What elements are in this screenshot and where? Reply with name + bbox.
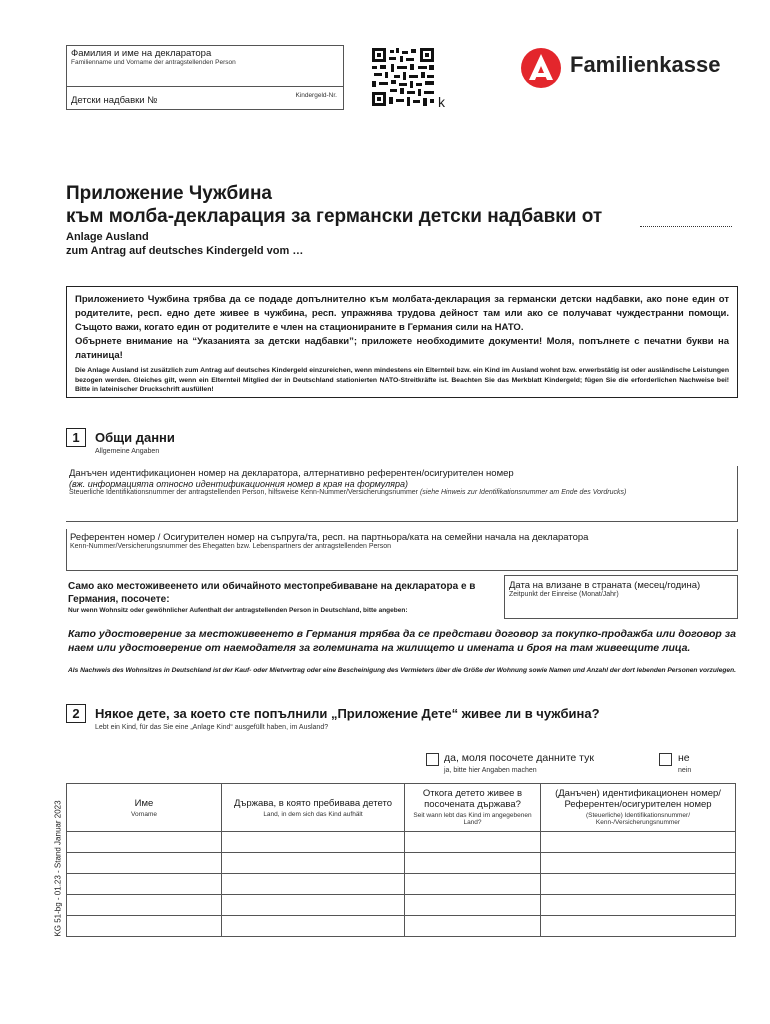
kindergeld-number-label: Детски надбавки №: [71, 95, 158, 106]
yes-label: да, моля посочете данните тук: [444, 752, 594, 764]
col-header-name: Име Vorname: [67, 784, 222, 832]
tax-id-field[interactable]: [66, 466, 738, 522]
spouse-id-sub: Kenn-Nummer/Versicherungsnummer des Ehegatten bzw. Lebenspartners der antragstellenden Person: [70, 543, 392, 550]
entry-date-sub: Zeitpunkt der Einreise (Monat/Jahr): [509, 591, 619, 598]
page-subtitle-de: zum Antrag auf deutsches Kindergeld vom …: [66, 245, 304, 257]
section-2-title-de: Lebt ein Kind, für das Sie eine „Anlage Kind“ ausgefüllt haben, im Ausland?: [95, 724, 329, 731]
table-row: [67, 832, 736, 853]
section-2-number: 2: [66, 704, 86, 723]
declarant-name-sub: Familienname und Vorname der antragstellenden Person: [71, 59, 236, 66]
page-title: Приложение Чужбина: [66, 183, 272, 204]
cell-id[interactable]: [541, 895, 736, 916]
no-sub: nein: [678, 767, 692, 774]
section-1-title-de: Allgemeine Angaben: [95, 448, 160, 455]
no-checkbox[interactable]: [659, 753, 672, 766]
cell-id[interactable]: [541, 916, 736, 937]
yes-sub: ja, bitte hier Angaben machen: [444, 767, 537, 774]
cell-country[interactable]: [222, 832, 405, 853]
cell-country[interactable]: [222, 895, 405, 916]
cell-id[interactable]: [541, 874, 736, 895]
application-date-field[interactable]: [640, 226, 732, 227]
residence-proof-de: Als Nachweis des Wohnsitzes in Deutschland ist der Kauf- oder Mietvertrag oder eine Bescheinigung des Vermieters über die Größe der Wohnung sowie Namen und Anzahl der dort lebenden Personen vorzulegen.: [68, 667, 736, 674]
kindergeld-number-field[interactable]: [66, 87, 344, 110]
entry-date-field[interactable]: [504, 575, 738, 619]
cell-name[interactable]: [67, 895, 222, 916]
residence-label: Само ако местоживеенето или обичайното местопребиваване на декларатора е в Германия, посочете:: [68, 581, 476, 605]
notice-text-bg-2: Обърнете внимание на “Указанията за детски надбавки”; приложете необходимите документи! Моля, попълнете с печатни букви на латиница!: [75, 336, 729, 361]
children-abroad-table: [66, 783, 736, 937]
page-title-de: Anlage Ausland: [66, 231, 149, 243]
cell-country[interactable]: [222, 853, 405, 874]
col-header-since: Откога детето живее в посочената държава? Seit wann lebt das Kind im angegebenen Land?: [405, 784, 541, 832]
tax-id-sub-hint: (siehe Hinweis zur Identifikationsnummer am Ende des Vordrucks): [419, 489, 627, 496]
col-header-id: (Данъчен) идентификационен номер/ Референтен/осигурителен номер (Steuerliche) Identifikationsnummer/ Kenn-/Versicherungsnummer: [541, 784, 736, 832]
declarant-name-label: Фамилия и име на декларатора: [71, 48, 212, 59]
cell-country[interactable]: [222, 916, 405, 937]
table-header-row: [67, 784, 736, 832]
table-row: [67, 874, 736, 895]
cell-since[interactable]: [405, 895, 541, 916]
declarant-name-field[interactable]: [66, 45, 344, 87]
cell-name[interactable]: [67, 916, 222, 937]
familienkasse-logo-icon: [520, 47, 568, 89]
notice-text-de: Die Anlage Ausland ist zusätzlich zum Antrag auf deutsches Kindergeld einzureichen, wenn mindestens ein Elternteil bzw. ein Kind im Ausland wohnt bzw. erwerbstätig ist oder ausländische Leistungen bezogen werden. Gleiches gilt, wenn ein Elternteil Mitglied der in Deutschland stationierten NATO-Streitkräfte ist. Beachten Sie das Merkblatt Kindergeld; fügen Sie die erforderlichen Nachweise bei! Bitte in lateinischer Druckschrift ausfüllen!: [75, 367, 729, 393]
cell-since[interactable]: [405, 874, 541, 895]
cell-since[interactable]: [405, 853, 541, 874]
cell-since[interactable]: [405, 832, 541, 853]
section-1-number: 1: [66, 428, 86, 447]
table-row: [67, 895, 736, 916]
col-header-country: Държава, в която пребивава детето Land, in dem sich das Kind aufhält: [222, 784, 405, 832]
cell-name[interactable]: [67, 853, 222, 874]
notice-box: [66, 286, 738, 398]
entry-date-label: Дата на влизане в страната (месец/година): [509, 580, 701, 591]
brand-name: Familienkasse: [570, 52, 721, 77]
cell-id[interactable]: [541, 853, 736, 874]
section-2-title: Някое дете, за което сте попълнили „Приложение Дете“ живее ли в чужбина?: [95, 706, 600, 721]
no-label: не: [678, 752, 690, 764]
tax-id-hint: (вж. информацията относно идентификационния номер в края на формуляра): [69, 479, 408, 489]
residence-proof-bg: Като удостоверение за местоживеенето в Германия трябва да се представи договор за покупко-продажба или договор за наем или удостоверение от наемодателя за големината на жилището и имената и броя на там живеещите лица.: [68, 628, 736, 654]
yes-checkbox[interactable]: [426, 753, 439, 766]
table-row: [67, 916, 736, 937]
cell-id[interactable]: [541, 832, 736, 853]
spouse-id-field[interactable]: [66, 529, 738, 571]
tax-id-label: Данъчен идентификационен номер на декларатора, алтернативно референтен/осигурителен номер: [69, 468, 514, 479]
form-version-note: KG 51-bg - 01.23 - Stand Januar 2023: [53, 800, 63, 937]
cell-name[interactable]: [67, 874, 222, 895]
table-row: [67, 853, 736, 874]
kindergeld-number-sub: Kindergeld-Nr.: [295, 92, 337, 99]
cell-name[interactable]: [67, 832, 222, 853]
barcode-icon: [372, 48, 434, 106]
residence-sub: Nur wenn Wohnsitz oder gewöhnlicher Aufenthalt der antragstellenden Person in Deutschland, bitte angeben:: [68, 607, 408, 614]
tax-id-sub: Steuerliche Identifikationsnummer der antragstellenden Person, hilfsweise Kenn-Nummer/Versicherungsnummer: [69, 489, 419, 496]
page-subtitle: към молба-декларация за германски детски надбавки от: [66, 206, 603, 227]
spouse-id-label: Референтен номер / Осигурителен номер на съпруга/та, респ. на партньора/ката на семейни начала на декларатора: [70, 532, 589, 543]
barcode-suffix: k: [438, 94, 445, 110]
cell-country[interactable]: [222, 874, 405, 895]
section-1-title: Общи данни: [95, 430, 175, 445]
cell-since[interactable]: [405, 916, 541, 937]
notice-text-bg: Приложението Чужбина трябва да се подаде допълнително към молбата-декларация за германски детски надбавки, ако поне един от родителите, респ. едно дете живее в чужбина, респ. упражнява трудова дейност там или ако се получават чуждестранни помощи. Същото важи, когато един от родителите е член на стационираните в Германия сили на НАТО.: [75, 294, 729, 333]
